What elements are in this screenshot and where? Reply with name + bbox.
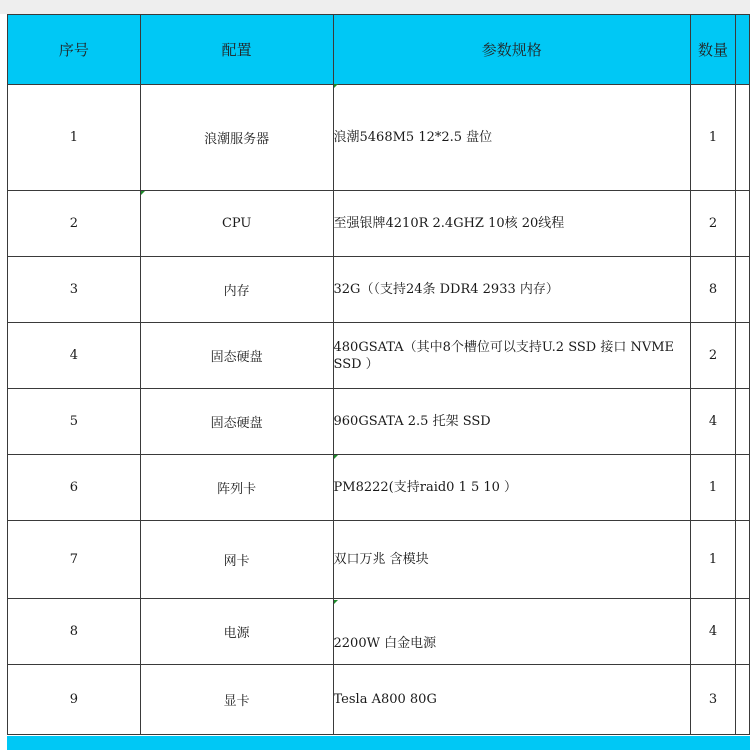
- header-index[interactable]: 序号: [8, 15, 141, 85]
- table-row: [8, 389, 750, 455]
- row-empty-cell[interactable]: [735, 599, 749, 665]
- row-index-cell[interactable]: 5: [8, 389, 141, 455]
- row-empty-cell[interactable]: [735, 521, 749, 599]
- table-row: [8, 665, 750, 735]
- row-config-cell[interactable]: 固态硬盘: [140, 389, 333, 455]
- row-empty-cell[interactable]: [735, 85, 749, 191]
- comment-marker-icon: [334, 455, 338, 459]
- row-empty-cell[interactable]: [735, 323, 749, 389]
- row-config-cell[interactable]: CPU: [140, 191, 333, 257]
- row-empty-cell[interactable]: [735, 665, 749, 735]
- table-row: [8, 521, 750, 599]
- row-spec-cell[interactable]: 至强银牌4210R 2.4GHZ 10核 20线程: [333, 191, 691, 257]
- sheet-top-strip: [0, 0, 750, 14]
- table-row: [8, 85, 750, 191]
- comment-marker-icon: [334, 84, 338, 88]
- row-config-cell[interactable]: 网卡: [140, 521, 333, 599]
- row-qty-cell[interactable]: 4: [691, 389, 736, 455]
- row-spec-cell[interactable]: 480GSATA（其中8个槽位可以支持U.2 SSD 接口 NVME SSD ）: [333, 323, 691, 389]
- row-qty-cell[interactable]: 8: [691, 257, 736, 323]
- row-qty-cell[interactable]: 3: [691, 665, 736, 735]
- header-config[interactable]: 配置: [140, 15, 333, 85]
- row-spec-cell[interactable]: PM8222(支持raid0 1 5 10 ）: [333, 455, 691, 521]
- row-empty-cell[interactable]: [735, 191, 749, 257]
- next-section-header-strip: [7, 736, 750, 750]
- row-index-cell[interactable]: 8: [8, 599, 141, 665]
- row-empty-cell[interactable]: [735, 257, 749, 323]
- row-qty-cell[interactable]: 2: [691, 191, 736, 257]
- row-config-cell[interactable]: 显卡: [140, 665, 333, 735]
- row-index-cell[interactable]: 4: [8, 323, 141, 389]
- row-qty-cell[interactable]: 1: [691, 455, 736, 521]
- row-empty-cell[interactable]: [735, 455, 749, 521]
- row-qty-cell[interactable]: 2: [691, 323, 736, 389]
- comment-marker-icon: [141, 191, 145, 195]
- row-qty-cell[interactable]: 1: [691, 521, 736, 599]
- row-qty-cell[interactable]: 4: [691, 599, 736, 665]
- header-row: [8, 15, 750, 85]
- row-empty-cell[interactable]: [735, 389, 749, 455]
- row-config-cell[interactable]: 内存: [140, 257, 333, 323]
- table-row: [8, 599, 750, 665]
- row-spec-cell[interactable]: 2200W 白金电源: [333, 599, 691, 665]
- row-spec-cell[interactable]: 960GSATA 2.5 托架 SSD: [333, 389, 691, 455]
- row-index-cell[interactable]: 6: [8, 455, 141, 521]
- row-spec-cell[interactable]: 浪潮5468M5 12*2.5 盘位: [333, 85, 691, 191]
- server-config-table: [7, 14, 750, 735]
- row-index-cell[interactable]: 1: [8, 85, 141, 191]
- comment-marker-icon: [334, 600, 338, 604]
- row-index-cell[interactable]: 3: [8, 257, 141, 323]
- table-row: [8, 191, 750, 257]
- row-qty-cell[interactable]: 1: [691, 85, 736, 191]
- table-row: [8, 323, 750, 389]
- row-spec-cell[interactable]: 双口万兆 含模块: [333, 521, 691, 599]
- header-spec[interactable]: 参数规格: [333, 15, 691, 85]
- table-row: [8, 257, 750, 323]
- row-index-cell[interactable]: 7: [8, 521, 141, 599]
- row-index-cell[interactable]: 9: [8, 665, 141, 735]
- row-config-cell[interactable]: 浪潮服务器: [140, 85, 333, 191]
- row-spec-cell[interactable]: 32G（（支持24条 DDR4 2933 内存）: [333, 257, 691, 323]
- row-spec-cell[interactable]: Tesla A800 80G: [333, 665, 691, 735]
- header-empty-cell[interactable]: [735, 15, 749, 85]
- row-index-cell[interactable]: 2: [8, 191, 141, 257]
- table-row: [8, 455, 750, 521]
- row-config-cell[interactable]: 阵列卡: [140, 455, 333, 521]
- header-qty[interactable]: 数量: [691, 15, 736, 85]
- row-config-cell[interactable]: 电源: [140, 599, 333, 665]
- row-config-cell[interactable]: 固态硬盘: [140, 323, 333, 389]
